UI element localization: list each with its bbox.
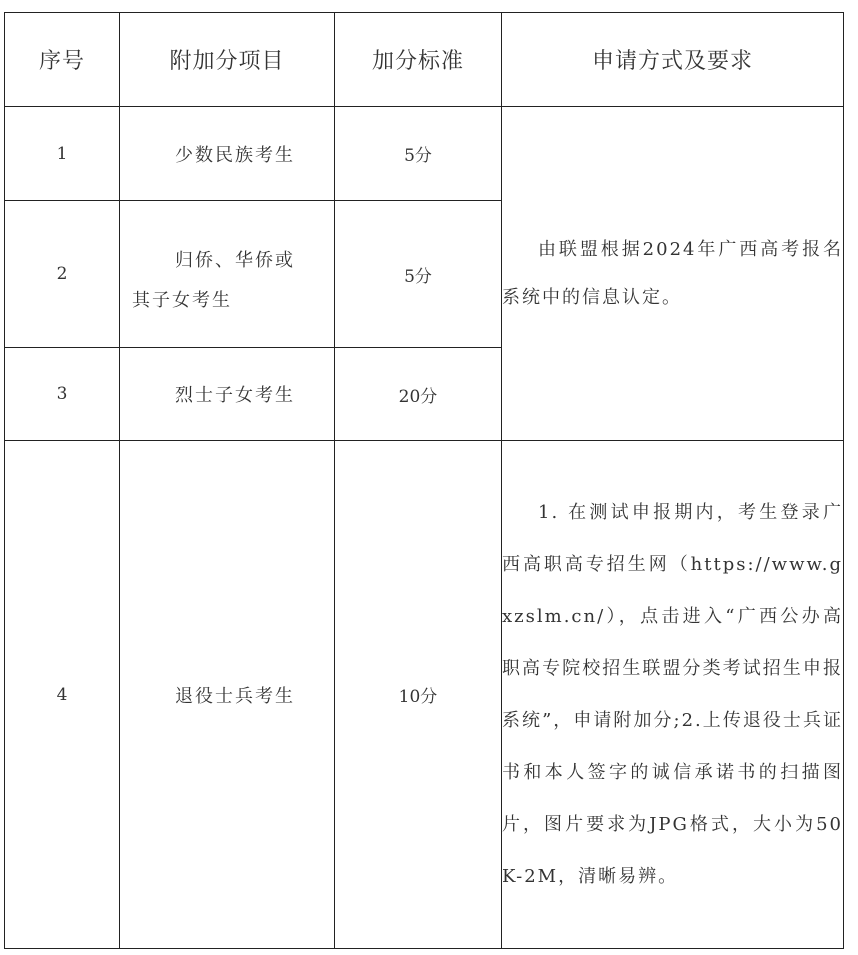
row-number: 2: [5, 201, 120, 348]
row-number: 4: [5, 441, 120, 949]
method-cell-group: [502, 107, 844, 441]
method-cell-row4: [502, 441, 844, 949]
row-score: 20分: [335, 348, 502, 441]
row-item-label: 退役士兵考生: [175, 685, 295, 707]
row-number: 1: [5, 107, 120, 201]
row-item-label-line2: 其子女考生: [132, 290, 232, 311]
row-score: 10分: [335, 441, 502, 949]
row-number: 3: [5, 348, 120, 441]
table-row: [5, 107, 844, 201]
table-header-row: [5, 13, 844, 107]
bonus-points-table: [4, 12, 844, 949]
row-item-label-line1: 归侨、华侨或: [175, 250, 295, 271]
table-row: [5, 441, 844, 949]
method-text-group: 由联盟根据2024年广西高考报名系统中的信息认定。: [502, 238, 843, 308]
header-item: 附加分项目: [120, 13, 335, 107]
row-score: 5分: [335, 107, 502, 201]
method-text-row4: 1. 在测试申报期内，考生登录广西高职高专招生网（https://www.gxzslm.cn/），点击进入“广西公办高职高专院校招生联盟分类考试招生申报系统”，申请附加分;2.上传退役士兵证书和本人签字的诚信承诺书的扫描图片，图片要求为JPG格式，大小为50K-2M，清晰易辨。: [502, 501, 843, 887]
row-item: [120, 201, 335, 348]
row-item-label: 少数民族考生: [175, 144, 295, 166]
header-method: 申请方式及要求: [502, 13, 844, 107]
header-score: 加分标准: [335, 13, 502, 107]
row-item: [120, 441, 335, 949]
row-item: [120, 348, 335, 441]
row-item-label: 烈士子女考生: [175, 385, 295, 406]
row-item: [120, 107, 335, 201]
header-number: 序号: [5, 13, 120, 107]
row-score: 5分: [335, 201, 502, 348]
